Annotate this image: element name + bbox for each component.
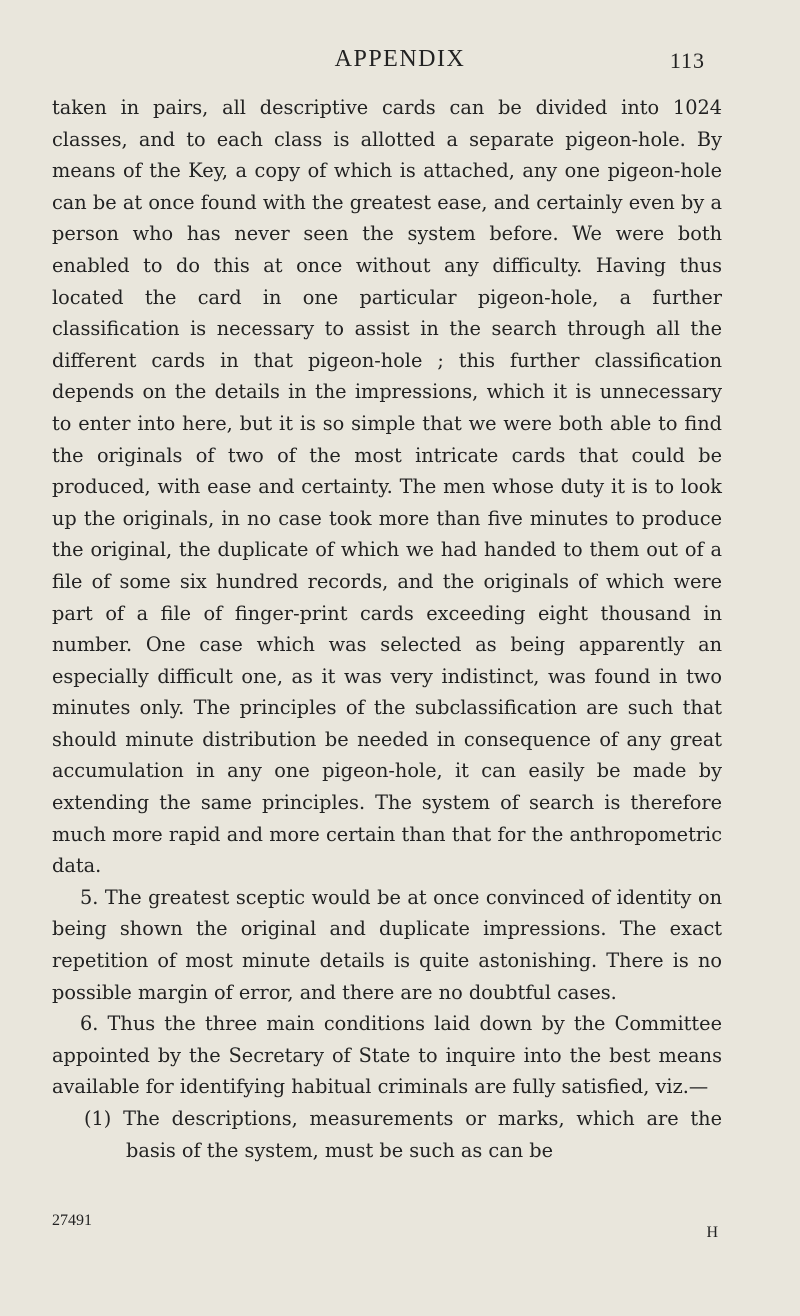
body-text	[52, 92, 722, 1166]
page-footer	[0, 1212, 800, 1252]
running-title: APPENDIX	[334, 46, 466, 72]
list-item-1: (1) The descriptions, measurements or marks, which are the basis of the system, must be such as can be	[84, 1107, 722, 1162]
print-code: 27491	[52, 1212, 92, 1229]
page-number: 113	[669, 48, 705, 73]
paragraph-6: 6. Thus the three main conditions laid down by the Committee appointed by the Secretary of State to inquire into the best means available for identifying habitual criminals are fully satisfied, viz.—	[52, 1012, 722, 1099]
signature-mark: H	[706, 1224, 718, 1241]
page-header	[0, 46, 800, 86]
paragraph-5: 5. The greatest sceptic would be at once convinced of identity on being shown the original and duplicate impressions. The exact repetition of most minute details is quite astonishing. There is no possible margin of error, and there are no doubtful cases.	[52, 885, 722, 1004]
paragraph-continuation: taken in pairs, all descriptive cards can be divided into 1024 classes, and to each class is allotted a separate pigeon-hole. By means of the Key, a copy of which is attached, any one pigeon-hole can be at once found with the greatest ease, and certainly even by a person who has never seen the system before. We were both enabled to do this at once without any difficulty. Having thus located the card in one particular pigeon-hole, a further classification is necessary to assist in the search through all the different cards in that pigeon-hole ; this further classification depends on the details in the impressions, which it is unnecessary to enter into here, but it is so simple that we were both able to find the originals of two of the most intricate cards that could be produced, with ease and certainty. The men whose duty it is to look up the originals, in no case took more than five minutes to produce the original, the duplicate of which we had handed to them out of a file of some six hundred records, and the originals of which were part of a file of finger-print cards exceeding eight thousand in number. One case which was selected as being apparently an especially difficult one, as it was very indistinct, was found in two minutes only. The principles of the subclassification are such that should minute distribution be needed in consequence of any great accumulation in any one pigeon-hole, it can easily be made by extending the same principles. The system of search is therefore much more rapid and more certain than that for the anthropometric data.	[52, 96, 722, 878]
